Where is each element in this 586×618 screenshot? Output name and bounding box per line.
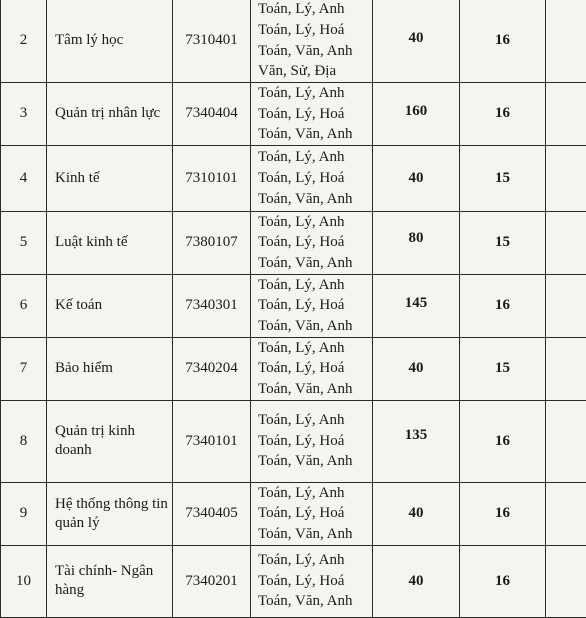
quota-value: 135 (404, 426, 428, 443)
empty-column (546, 0, 586, 83)
major-name: Bảo hiểm (47, 337, 173, 400)
empty-column (546, 145, 586, 211)
row-number: 8 (1, 400, 47, 482)
subject-combination: Toán, Lý, Anh (258, 1, 345, 18)
table-row (1, 0, 586, 83)
empty-column (546, 400, 586, 482)
empty-column (546, 274, 586, 337)
quota-value: 145 (404, 295, 428, 312)
table-row (1, 145, 586, 211)
subject-combination: Toán, Lý, Hoá (258, 432, 345, 449)
subject-combinations (251, 274, 373, 337)
row-number: 7 (1, 337, 47, 400)
minimum-score: 16 (460, 400, 546, 482)
subject-combination: Toán, Văn, Anh (258, 317, 353, 334)
empty-column (546, 337, 586, 400)
subject-combinations (251, 400, 373, 482)
subject-combinations (251, 0, 373, 83)
quota-cell (373, 145, 460, 211)
quota-value: 40 (408, 360, 424, 377)
table-row (1, 83, 586, 146)
quota-value: 40 (408, 505, 424, 522)
subject-combination: Toán, Lý, Hoá (258, 297, 345, 314)
subject-combination: Toán, Văn, Anh (258, 453, 353, 470)
subject-combination: Toán, Văn, Anh (258, 255, 353, 272)
quota-cell (373, 400, 460, 482)
subject-combination: Toán, Văn, Anh (258, 190, 353, 207)
quota-value: 160 (404, 103, 428, 120)
quota-value: 40 (408, 30, 424, 46)
minimum-score: 16 (460, 482, 546, 545)
major-name: Tâm lý học (47, 0, 173, 83)
empty-column (546, 545, 586, 617)
subject-combination: Toán, Văn, Anh (258, 525, 353, 542)
minimum-score: 16 (460, 274, 546, 337)
subject-combination: Văn, Sử, Địa (258, 63, 337, 80)
minimum-score: 16 (460, 0, 546, 83)
quota-cell (373, 482, 460, 545)
subject-combination: Toán, Lý, Hoá (258, 360, 345, 377)
row-number: 2 (1, 0, 47, 83)
subject-combinations (251, 211, 373, 274)
subject-combination: Toán, Văn, Anh (258, 380, 353, 397)
subject-combination: Toán, Văn, Anh (258, 593, 353, 610)
subject-combination: Toán, Lý, Anh (258, 484, 345, 501)
subject-combination: Toán, Lý, Anh (258, 412, 345, 429)
subject-combinations (251, 545, 373, 617)
quota-cell (373, 337, 460, 400)
subject-combinations (251, 482, 373, 545)
table-row (1, 482, 586, 545)
quota-value: 40 (408, 169, 424, 186)
major-name: Quản trị kinh doanh (47, 400, 173, 482)
minimum-score: 16 (460, 83, 546, 146)
subject-combination: Toán, Lý, Anh (258, 552, 345, 569)
major-code: 7340405 (173, 482, 251, 545)
subject-combination: Toán, Lý, Hoá (258, 505, 345, 522)
major-name: Hệ thống thông tin quản lý (47, 482, 173, 545)
quota-cell (373, 545, 460, 617)
row-number: 9 (1, 482, 47, 545)
major-code: 7340301 (173, 274, 251, 337)
empty-column (546, 211, 586, 274)
subject-combination: Toán, Lý, Hoá (258, 169, 345, 186)
major-code: 7340201 (173, 545, 251, 617)
subject-combination: Toán, Lý, Anh (258, 339, 345, 356)
major-code: 7340204 (173, 337, 251, 400)
subject-combination: Toán, Lý, Anh (258, 85, 345, 101)
major-name: Kế toán (47, 274, 173, 337)
table-row (1, 274, 586, 337)
row-number: 10 (1, 545, 47, 617)
major-name: Tài chính- Ngân hàng (47, 545, 173, 617)
major-code: 7380107 (173, 211, 251, 274)
minimum-score: 15 (460, 337, 546, 400)
quota-cell (373, 274, 460, 337)
major-name: Kinh tế (47, 145, 173, 211)
row-number: 6 (1, 274, 47, 337)
row-number: 5 (1, 211, 47, 274)
major-code: 7340404 (173, 83, 251, 146)
quota-cell (373, 0, 460, 83)
subject-combination: Toán, Lý, Hoá (258, 105, 345, 122)
major-code: 7310101 (173, 145, 251, 211)
minimum-score: 15 (460, 145, 546, 211)
minimum-score: 15 (460, 211, 546, 274)
major-code: 7310401 (173, 0, 251, 83)
subject-combination: Toán, Lý, Anh (258, 213, 345, 230)
row-number: 3 (1, 83, 47, 146)
minimum-score: 16 (460, 545, 546, 617)
table-row (1, 337, 586, 400)
empty-column (546, 482, 586, 545)
subject-combination: Toán, Lý, Hoá (258, 234, 345, 251)
major-code: 7340101 (173, 400, 251, 482)
subject-combination: Toán, Lý, Anh (258, 149, 345, 166)
subject-combination: Toán, Văn, Anh (258, 126, 353, 143)
quota-cell (373, 83, 460, 146)
subject-combinations (251, 83, 373, 146)
subject-combinations (251, 145, 373, 211)
quota-value: 80 (408, 230, 424, 247)
table-row (1, 211, 586, 274)
major-name: Quản trị nhân lực (47, 83, 173, 146)
subject-combination: Toán, Lý, Hoá (258, 572, 345, 589)
subject-combinations (251, 337, 373, 400)
table-row (1, 400, 586, 482)
table-row (1, 545, 586, 617)
major-name: Luật kinh tế (47, 211, 173, 274)
empty-column (546, 83, 586, 146)
row-number: 4 (1, 145, 47, 211)
quota-cell (373, 211, 460, 274)
subject-combination: Toán, Văn, Anh (258, 42, 353, 59)
table-body (1, 0, 586, 617)
subject-combination: Toán, Lý, Anh (258, 276, 345, 293)
subject-combination: Toán, Lý, Hoá (258, 21, 345, 38)
quota-value: 40 (408, 572, 424, 589)
